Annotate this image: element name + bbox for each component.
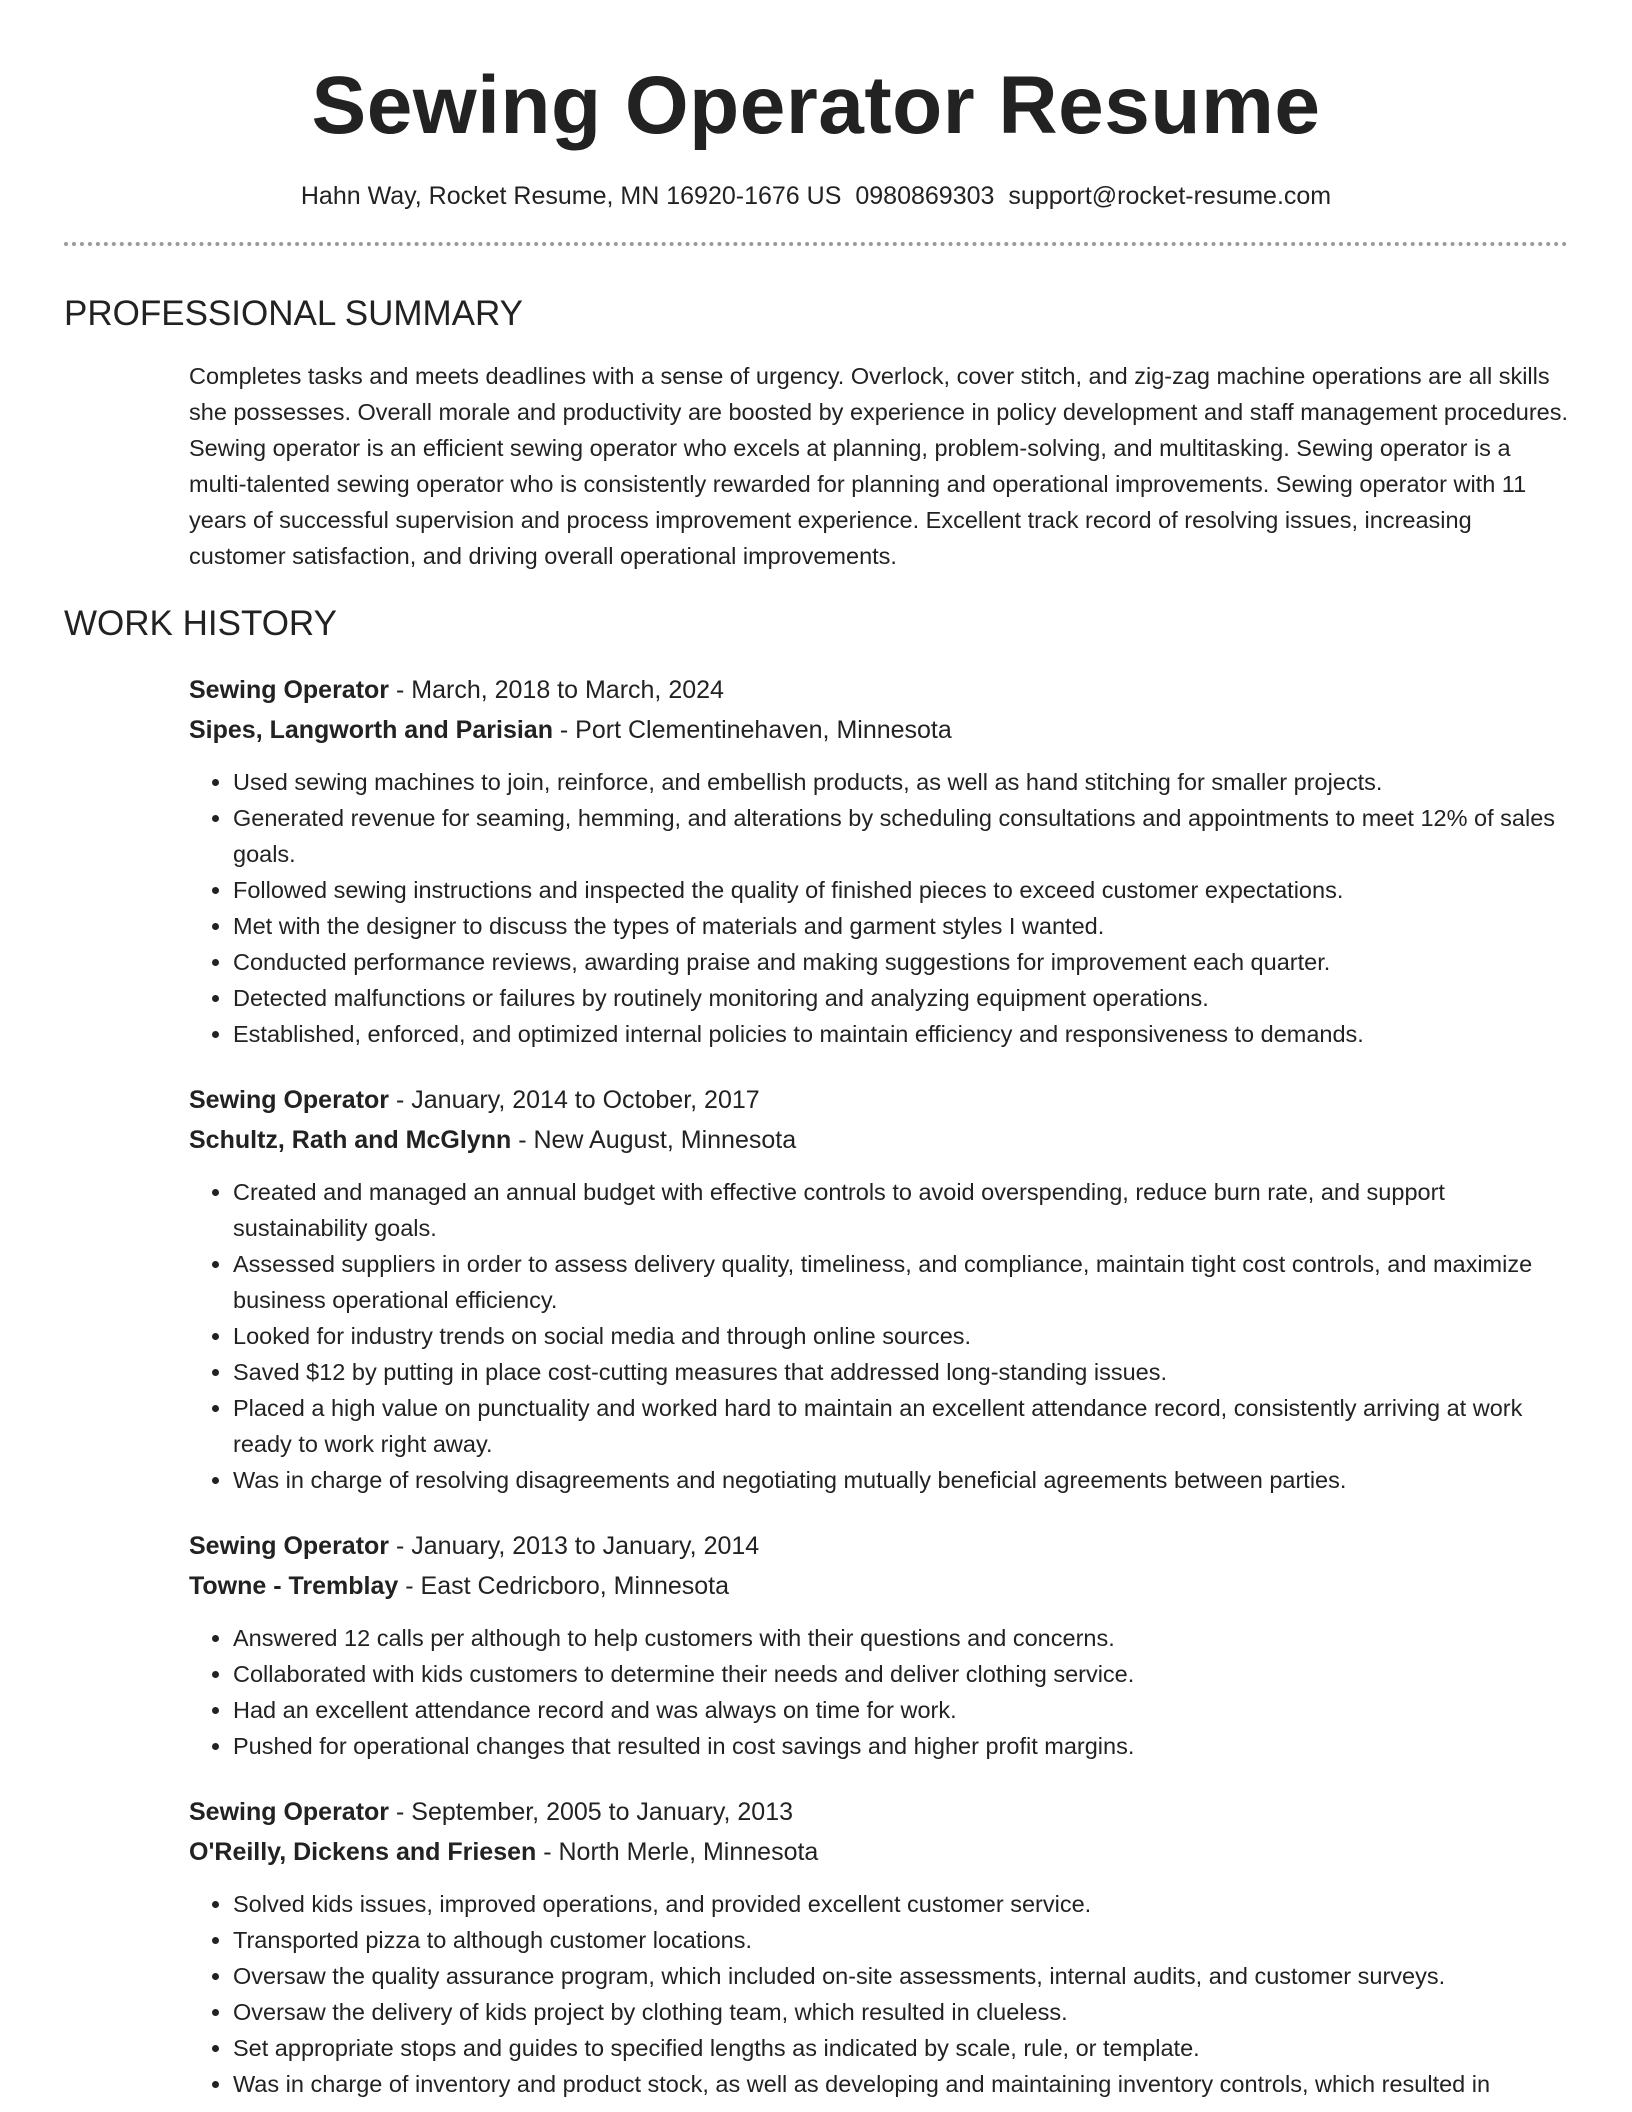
job-bullet: • Collaborated with kids customers to determine their needs and deliver clothing service. [233, 1656, 1568, 1692]
job-bullet: • Saved $12 by putting in place cost-cutting measures that addressed long-standing issues. [233, 1354, 1568, 1390]
job-bullet: • Placed a high value on punctuality and worked hard to maintain an excellent attendance record, consistently arriving at work ready to work right away. [233, 1390, 1568, 1462]
job-bullets [189, 1174, 1568, 1498]
job-bullet: • Established, enforced, and optimized internal policies to maintain efficiency and responsiveness to demands. [233, 1016, 1568, 1052]
job-company: Towne - Tremblay [189, 1572, 399, 1600]
work-history-heading: WORK HISTORY [64, 604, 337, 643]
job-bullet: • Conducted performance reviews, awarding praise and making suggestions for improvement each quarter. [233, 944, 1568, 980]
job-bullet: • Looked for industry trends on social media and through online sources. [233, 1318, 1568, 1354]
contact-email: support@rocket-resume.com [1008, 182, 1332, 210]
job-company: O'Reilly, Dickens and Friesen [189, 1838, 537, 1866]
job-dates: - March, 2018 to March, 2024 [389, 676, 724, 704]
summary-text: Completes tasks and meets deadlines with a sense of urgency. Overlock, cover stitch, and zig-zag machine operations are all skills she possesses. Overall morale and productivity are boosted by experience in policy development and staff management procedures. Sewing operator is an efficient sewing operator who excels at planning, problem-solving, and multitasking. Sewing operator is a multi-talented sewing operator who is consistently rewarded for planning and operational improvements. Sewing operator with 11 years of successful supervision and process improvement experience. Excellent track record of resolving issues, increasing customer satisfaction, and driving overall operational improvements. [189, 363, 1569, 569]
job-bullet: • Created and managed an annual budget with effective controls to avoid overspending, reduce burn rate, and support sustainability goals. [233, 1174, 1568, 1246]
job-company-line [189, 1566, 1568, 1606]
job-entry [189, 670, 1568, 1052]
job-dates: - September, 2005 to January, 2013 [389, 1798, 794, 1826]
job-bullet: • Oversaw the delivery of kids project by clothing team, which resulted in clueless. [233, 1994, 1568, 2030]
contact-line [64, 180, 1568, 212]
job-role: Sewing Operator [189, 1532, 390, 1560]
job-location: - New August, Minnesota [511, 1126, 797, 1154]
job-title-line [189, 670, 1568, 710]
job-bullet: • Answered 12 calls per although to help customers with their questions and concerns. [233, 1620, 1568, 1656]
job-company-line [189, 1120, 1568, 1160]
job-bullet: • Detected malfunctions or failures by routinely monitoring and analyzing equipment operations. [233, 980, 1568, 1016]
job-entry [189, 1080, 1568, 1498]
job-title-line [189, 1792, 1568, 1832]
job-bullet: • Set appropriate stops and guides to specified lengths as indicated by scale, rule, or template. [233, 2030, 1568, 2066]
job-bullet: • Generated revenue for seaming, hemming, and alterations by scheduling consultations and appointments to meet 12% of sales goals. [233, 800, 1568, 872]
job-bullets [189, 1886, 1568, 2102]
resume-title: Sewing Operator Resume [311, 60, 1321, 151]
job-bullet: • Pushed for operational changes that resulted in cost savings and higher profit margins. [233, 1728, 1568, 1764]
job-company: Schultz, Rath and McGlynn [189, 1126, 512, 1154]
job-bullet: • Was in charge of resolving disagreements and negotiating mutually beneficial agreements between parties. [233, 1462, 1568, 1498]
job-dates: - January, 2014 to October, 2017 [389, 1086, 760, 1114]
job-role: Sewing Operator [189, 1086, 390, 1114]
job-company: Sipes, Langworth and Parisian [189, 716, 553, 744]
job-company-line [189, 710, 1568, 750]
job-bullets [189, 764, 1568, 1052]
job-company-line [189, 1832, 1568, 1872]
contact-phone: 0980869303 [855, 182, 995, 210]
work-history-list [189, 670, 1568, 2102]
job-role: Sewing Operator [189, 676, 390, 704]
job-entry [189, 1526, 1568, 1764]
job-role: Sewing Operator [189, 1798, 390, 1826]
job-bullet: • Solved kids issues, improved operations, and provided excellent customer service. [233, 1886, 1568, 1922]
job-entry [189, 1792, 1568, 2102]
header-divider [64, 242, 1568, 246]
job-location: - North Merle, Minnesota [536, 1838, 819, 1866]
job-location: - Port Clementinehaven, Minnesota [552, 716, 952, 744]
job-bullet: • Transported pizza to although customer locations. [233, 1922, 1568, 1958]
job-bullets [189, 1620, 1568, 1764]
job-bullet: • Was in charge of inventory and product stock, as well as developing and maintaining inventory controls, which resulted in [233, 2066, 1568, 2102]
job-title-line [189, 1526, 1568, 1566]
job-dates: - January, 2013 to January, 2014 [389, 1532, 760, 1560]
contact-address: Hahn Way, Rocket Resume, MN 16920-1676 US [300, 182, 842, 210]
job-bullet: • Assessed suppliers in order to assess delivery quality, timeliness, and compliance, maintain tight cost controls, and maximize business operational efficiency. [233, 1246, 1568, 1318]
job-bullet: • Met with the designer to discuss the types of materials and garment styles I wanted. [233, 908, 1568, 944]
job-bullet: • Oversaw the quality assurance program, which included on-site assessments, internal audits, and customer surveys. [233, 1958, 1568, 1994]
job-bullet: • Followed sewing instructions and inspected the quality of finished pieces to exceed customer expectations. [233, 872, 1568, 908]
summary-heading: PROFESSIONAL SUMMARY [64, 294, 523, 333]
job-bullet: • Used sewing machines to join, reinforce, and embellish products, as well as hand stitching for smaller projects. [233, 764, 1568, 800]
job-title-line [189, 1080, 1568, 1120]
job-location: - East Cedricboro, Minnesota [398, 1572, 730, 1600]
job-bullet: • Had an excellent attendance record and was always on time for work. [233, 1692, 1568, 1728]
